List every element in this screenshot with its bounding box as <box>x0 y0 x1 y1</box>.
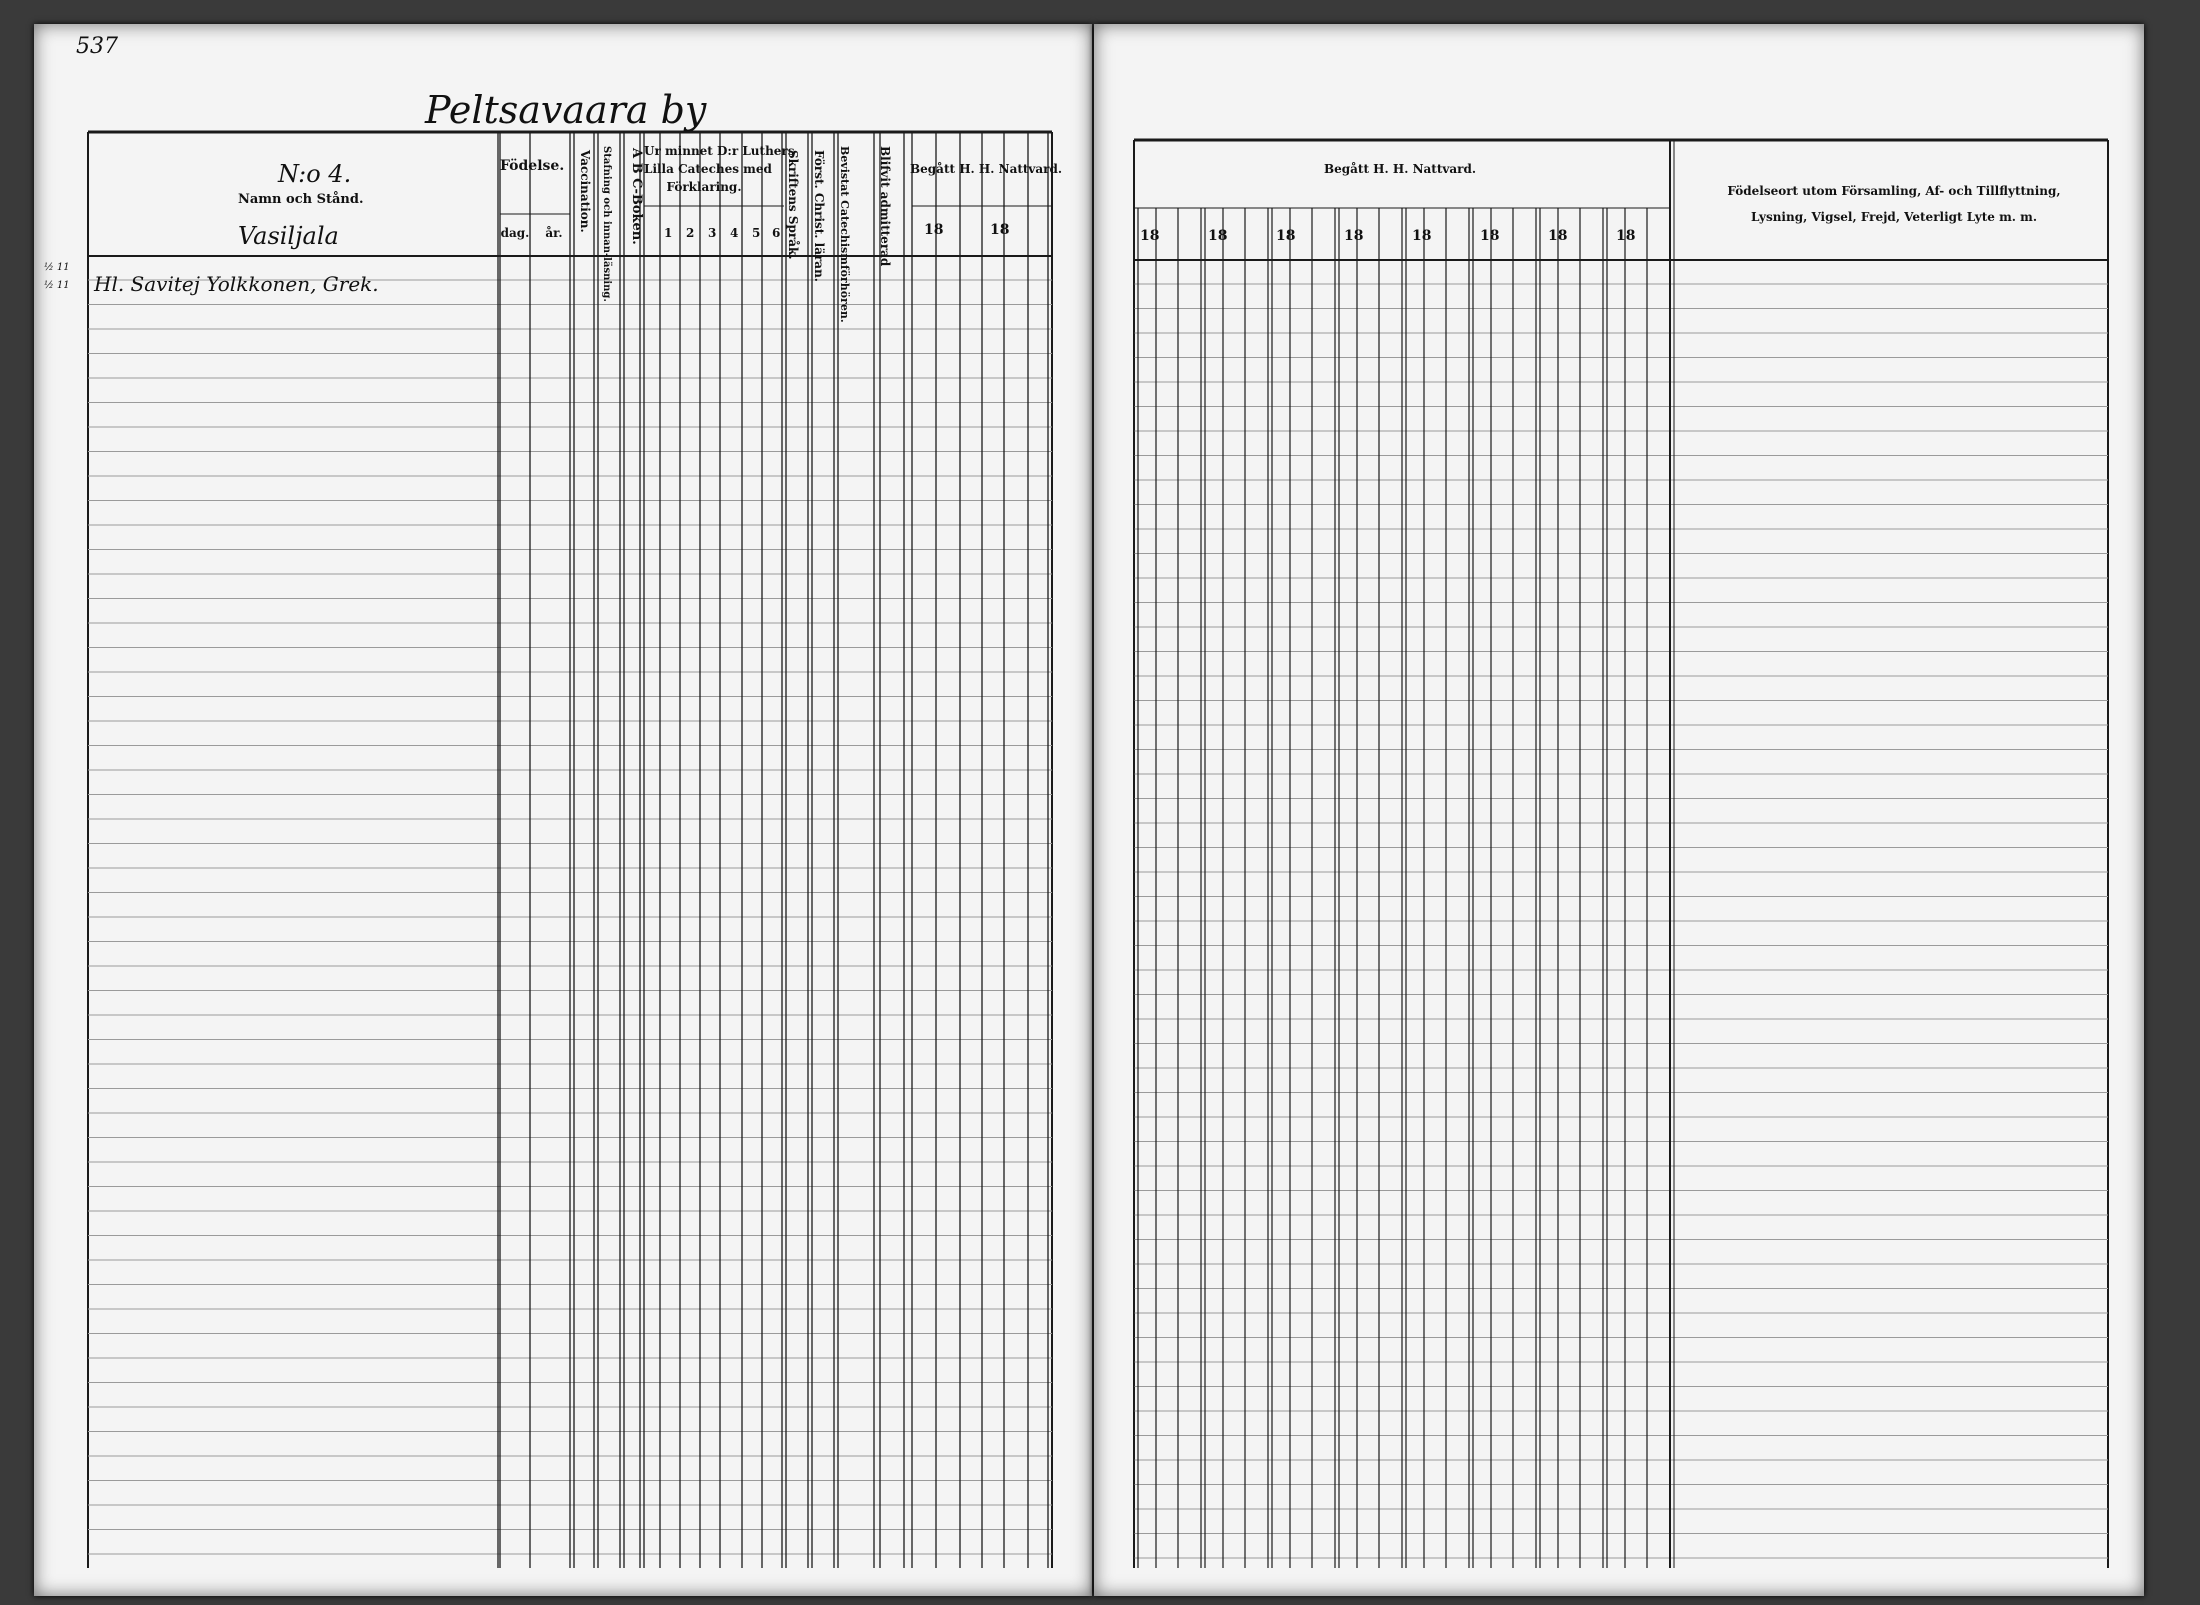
remarks-header-1: Födelseort utom Församling, Af- och Tillflyttning, <box>1727 184 2061 198</box>
communion-header-left: Begått H. H. Nattvard. <box>910 162 1063 176</box>
birth-day-header: dag. <box>500 226 530 240</box>
communion-year-right-6: 18 <box>1480 228 1500 244</box>
communion-year-right-7: 18 <box>1548 228 1568 244</box>
farm-name: Vasiljala <box>238 222 339 250</box>
catechism-part-2: 2 <box>686 226 695 240</box>
remarks-header-2: Lysning, Vigsel, Frejd, Veterligt Lyte m. m. <box>1750 210 2038 224</box>
communion-year-right-2: 18 <box>1208 228 1228 244</box>
admitted-header: Blifvit admitterad <box>878 146 892 267</box>
communion-year-left-2: 18 <box>990 222 1010 238</box>
catechism-part-6: 6 <box>772 226 781 240</box>
name-header: Namn och Stånd. <box>238 192 364 207</box>
page-number: 537 <box>76 34 118 59</box>
catechism-header-1: Ur minnet D:r Luthers <box>644 144 795 158</box>
catechism-part-5: 5 <box>752 226 761 240</box>
abc-book-header: A B C-Boken. <box>629 148 644 245</box>
birth-year-header: år. <box>545 226 563 240</box>
catechism-header-3: Förklaring. <box>666 180 742 194</box>
vaccination-header: Vaccination. <box>578 150 592 233</box>
catechism-part-1: 1 <box>664 226 673 240</box>
catechism-header-2: Lilla Cateches med <box>644 162 772 176</box>
communion-year-right-4: 18 <box>1344 228 1364 244</box>
catechism-hearings-header: Bevistat Catechismförhören. <box>838 146 851 323</box>
communion-year-right-1: 18 <box>1140 228 1160 244</box>
communion-year-right-8: 18 <box>1616 228 1636 244</box>
communion-header-right: Begått H. H. Nattvard. <box>1323 162 1477 176</box>
communion-year-left-1: 18 <box>924 222 944 238</box>
catechism-part-3: 3 <box>708 226 717 240</box>
scripture-header: Skriftens Språk. <box>786 150 800 260</box>
entry-person: Hl. Savitej Yolkkonen, Grek. <box>94 272 379 296</box>
christian-doctrine-header: Först. Christ. läran. <box>812 150 826 282</box>
household-number: N:o 4. <box>278 160 352 188</box>
reading-header: Stafning och innan-läsning. <box>601 146 612 302</box>
margin-note-1: ½ 11 <box>44 262 70 273</box>
birth-header: Födelse. <box>500 158 565 174</box>
catechism-part-4: 4 <box>730 226 739 240</box>
margin-note-2: ½ 11 <box>44 280 70 291</box>
communion-year-right-5: 18 <box>1412 228 1432 244</box>
village-title: Peltsavaara by <box>425 88 707 132</box>
communion-year-right-3: 18 <box>1276 228 1296 244</box>
